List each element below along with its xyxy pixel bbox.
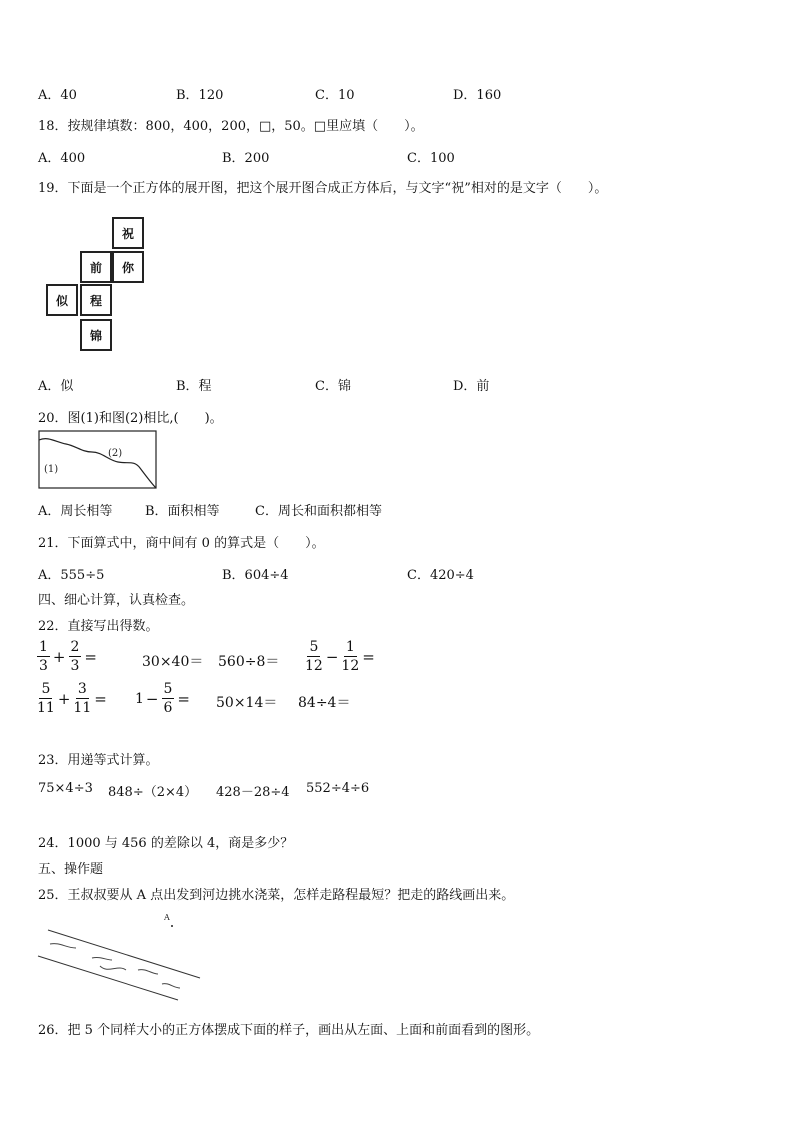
net-cell-si: 似: [46, 284, 78, 316]
net-cell-qian: 前: [80, 251, 112, 283]
figure-border: [39, 431, 156, 488]
q22-expr-divide-2: 84÷4＝: [298, 695, 351, 711]
equals-sign: =: [177, 689, 190, 708]
q22-expr-fraction-add-1: [36, 640, 99, 673]
river-wave: [138, 970, 158, 974]
q22-expr-multiply: 30×40＝: [142, 654, 204, 670]
river-wave: [162, 984, 180, 988]
q17-option-d: D．160: [453, 88, 502, 103]
q18-option-c: C．100: [407, 151, 455, 166]
q20-rectangle-figure: [38, 430, 158, 490]
q22-expr-divide: 560÷8＝: [218, 654, 280, 670]
q20-option-b: B．面积相等: [145, 504, 220, 519]
net-cell-cheng: 程: [80, 284, 112, 316]
q19-option-a: A．似: [38, 379, 74, 394]
fraction: [37, 640, 50, 673]
denominator: 3: [39, 658, 48, 674]
q19-question: 19．下面是一个正方体的展开图，把这个展开图合成正方体后，与文字“祝”相对的是文字（ ）。: [38, 181, 608, 196]
q19-option-b: B．程: [176, 379, 212, 394]
figure-label-1: (1): [44, 464, 59, 475]
denominator: 12: [341, 658, 360, 674]
minus-sign: −: [325, 647, 339, 666]
q20-option-c: C．周长和面积都相等: [255, 504, 382, 519]
denominator: 3: [70, 658, 80, 674]
river-bank-lower: [38, 956, 178, 1000]
q17-option-a: A．40: [38, 88, 77, 103]
q26-question: 26．把 5 个同样大小的正方体摆成下面的样子，画出从左面、上面和前面看到的图形。: [38, 1023, 540, 1038]
q21-option-b: B．604÷4: [222, 568, 289, 583]
q17-option-b: B．120: [176, 88, 224, 103]
river-wave: [100, 966, 126, 970]
numerator: 5: [41, 681, 51, 697]
numerator: 3: [77, 681, 87, 697]
river-wave: [50, 944, 76, 948]
point-a-label: A: [164, 913, 170, 922]
denominator: 11: [37, 700, 55, 716]
q23-expr-3: 428－28÷4: [216, 785, 290, 800]
denominator: 6: [163, 700, 173, 716]
equals-sign: =: [84, 647, 97, 666]
q18-option-b: B．200: [222, 151, 270, 166]
net-cell-jin: 锦: [80, 319, 112, 351]
q22-expr-one-minus-fraction: [135, 682, 192, 715]
q18-question: 18．按规律填数：800，400，200，□，50。□里应填（ ）。: [38, 119, 424, 134]
q21-option-c: C．420÷4: [407, 568, 474, 583]
fraction: [162, 682, 175, 715]
minus-sign: −: [145, 689, 159, 708]
section-four-title: 四、细心计算，认真检查。: [38, 593, 195, 608]
integer-one: 1: [135, 690, 144, 707]
q25-river-figure: [36, 908, 206, 1003]
river-wave: [92, 957, 112, 960]
numerator: 5: [163, 681, 173, 697]
numerator: 1: [345, 639, 355, 655]
fraction: [69, 640, 82, 673]
fraction: [305, 640, 323, 673]
point-a-dot: [171, 925, 173, 927]
q22-expr-fraction-add-2: [36, 682, 109, 715]
denominator: 11: [73, 700, 92, 716]
q23-expr-1: 75×4÷3: [38, 781, 93, 796]
q23-expr-4: 552÷4÷6: [306, 781, 370, 796]
plus-sign: +: [57, 689, 71, 708]
fraction: [73, 682, 91, 715]
net-cell-zhu: 祝: [112, 217, 144, 249]
denominator: 12: [305, 658, 323, 674]
numerator: 1: [39, 639, 48, 655]
net-cell-ni: 你: [112, 251, 144, 283]
q17-option-c: C．10: [315, 88, 355, 103]
numerator: 2: [70, 639, 80, 655]
q25-question: 25．王叔叔要从 A 点出发到河边挑水浇菜，怎样走路程最短？把走的路线画出来。: [38, 888, 515, 903]
q24-question: 24．1000 与 456 的差除以 4，商是多少？: [38, 836, 294, 851]
q20-option-a: A．周长相等: [38, 504, 113, 519]
q21-option-a: A．555÷5: [38, 568, 105, 583]
river-bank-upper: [48, 930, 200, 978]
q19-option-c: C．锦: [315, 379, 351, 394]
equals-sign: =: [362, 647, 375, 666]
q21-question: 21．下面算式中，商中间有 0 的算式是（ ）。: [38, 536, 325, 551]
q22-expr-multiply-2: 50×14＝: [216, 695, 278, 711]
fraction: [341, 640, 359, 673]
fraction: [37, 682, 55, 715]
q19-option-d: D．前: [453, 379, 490, 394]
q22-expr-fraction-subtract-1: [304, 640, 377, 673]
equals-sign: =: [94, 689, 107, 708]
section-five-title: 五、操作题: [38, 862, 104, 877]
q18-option-a: A．400: [38, 151, 86, 166]
q20-question: 20．图(1)和图(2)相比,( )。: [38, 411, 223, 426]
q23-expr-2: 848÷（2×4）: [108, 785, 198, 800]
numerator: 5: [309, 639, 319, 655]
q22-question: 22．直接写出得数。: [38, 619, 159, 634]
plus-sign: +: [52, 647, 66, 666]
q23-question: 23．用递等式计算。: [38, 753, 159, 768]
figure-label-2: (2): [108, 448, 123, 459]
